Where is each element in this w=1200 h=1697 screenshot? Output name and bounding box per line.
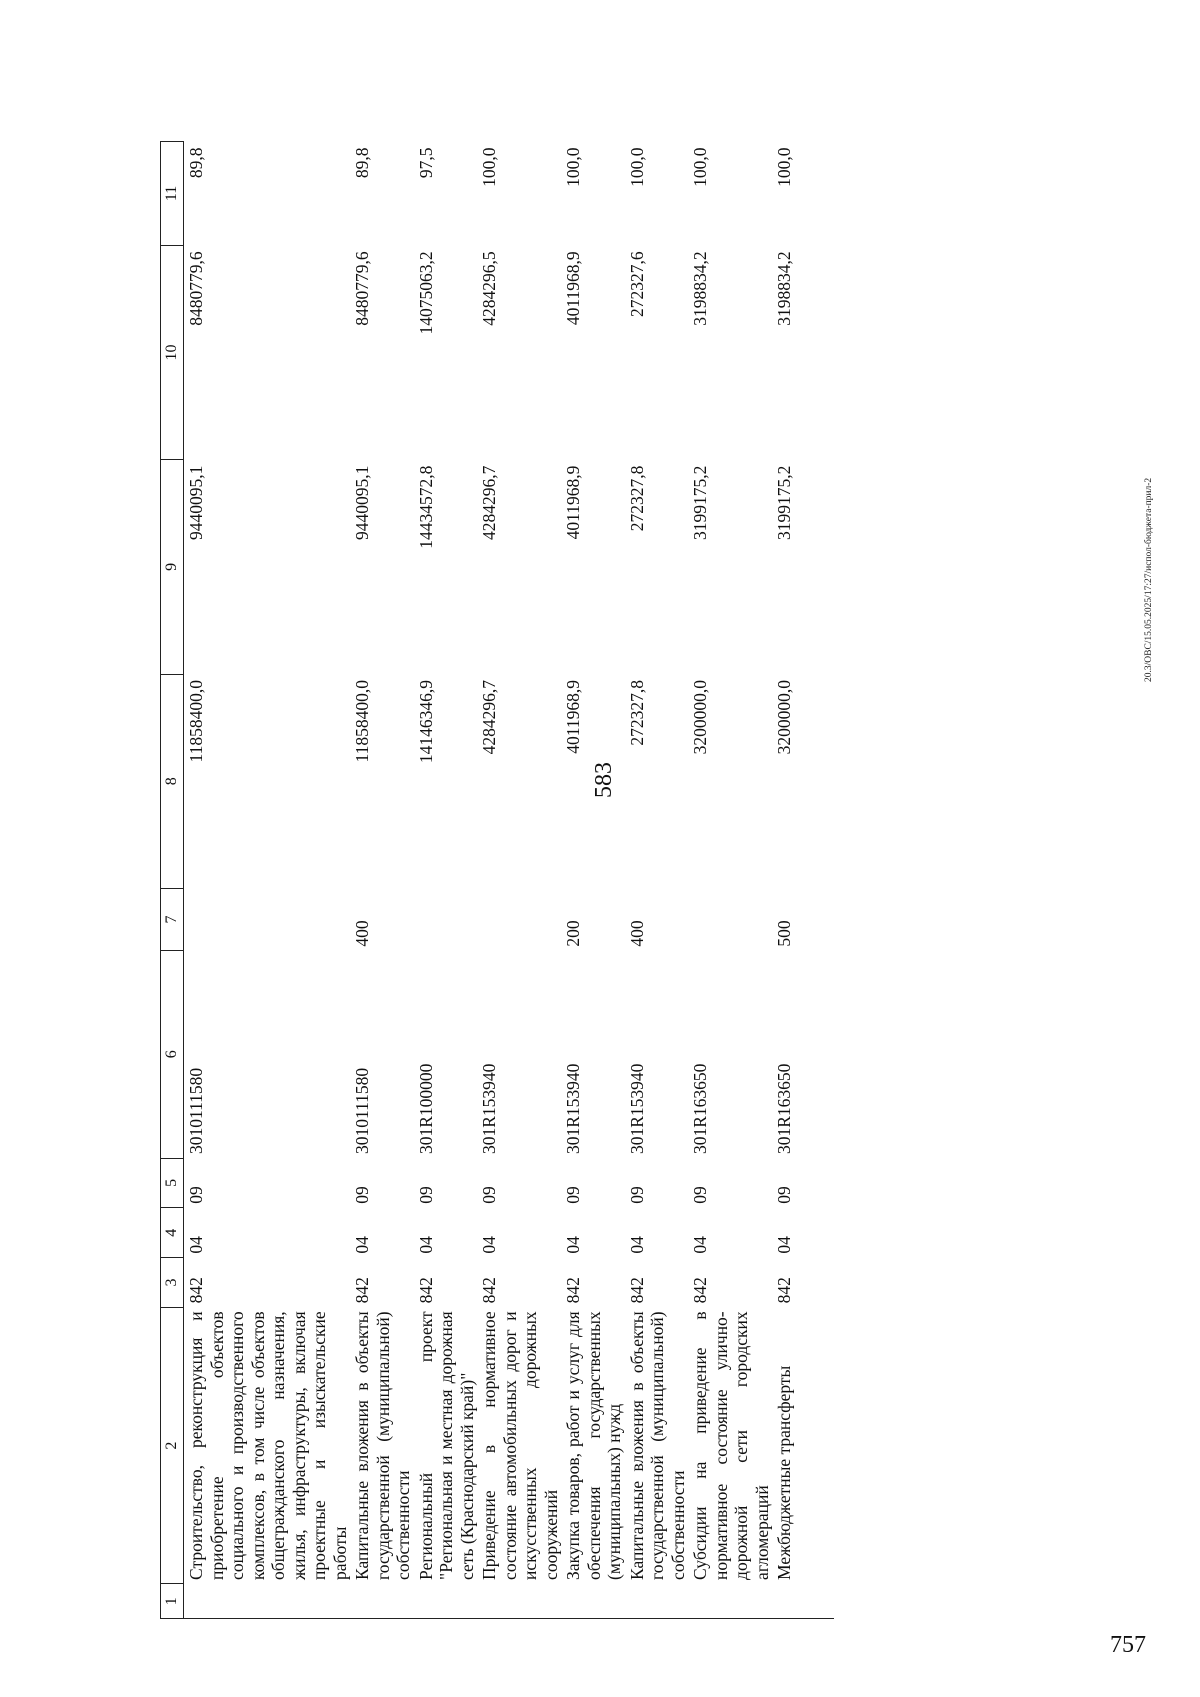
row-value-cell: [414, 888, 478, 950]
row-spacer-cell: [184, 1584, 351, 1619]
row-value-cell: 14075063,2: [415, 251, 436, 335]
row-value-cell: 3200000,0: [690, 680, 710, 755]
rotated-table-sheet: [160, 141, 1040, 1619]
row-value-cell: 842: [690, 1277, 710, 1304]
header-cell: 3: [161, 1258, 184, 1308]
row-value-cell: 09: [563, 1186, 583, 1204]
row-value-cell: 500: [774, 920, 794, 947]
header-cell: 1: [161, 1584, 184, 1619]
table-row: [561, 142, 625, 1619]
row-value-cell: 9440095,1: [186, 465, 206, 541]
row-value-cell: 301R153940: [563, 1063, 583, 1155]
row-value-cell: 100,0: [626, 147, 647, 187]
table-row: [772, 142, 834, 1619]
row-value-cell: 04: [479, 1236, 499, 1254]
row-value-cell: 09: [626, 1186, 647, 1204]
row-value-cell: 04: [774, 1236, 794, 1254]
table-row: [350, 142, 414, 1619]
row-value-cell: 3200000,0: [774, 680, 794, 755]
row-value-cell: 4011968,9: [563, 680, 583, 754]
header-cell: 7: [161, 888, 184, 950]
header-cell: 6: [161, 951, 184, 1158]
row-value-cell: 842: [479, 1277, 499, 1304]
row-value-cell: 842: [352, 1277, 372, 1304]
row-value-cell: 09: [352, 1186, 372, 1204]
row-value-cell: 09: [415, 1186, 436, 1204]
row-value-cell: 3199175,2: [774, 465, 794, 541]
row-value-cell: 3198834,2: [690, 251, 710, 326]
row-spacer-cell: [688, 1584, 772, 1619]
row-value-cell: 04: [186, 1236, 206, 1254]
header-cell: 8: [161, 674, 184, 888]
row-spacer-cell: [772, 1584, 834, 1619]
row-value-cell: 200: [563, 920, 583, 947]
row-value-cell: 04: [690, 1236, 710, 1254]
header-cell: 10: [161, 245, 184, 459]
row-value-cell: 4284296,7: [479, 465, 499, 541]
row-value-cell: [688, 888, 772, 950]
row-value-cell: 272327,8: [626, 680, 647, 746]
row-value-cell: 09: [774, 1186, 794, 1204]
row-value-cell: 4284296,7: [479, 680, 499, 755]
row-value-cell: 100,0: [774, 147, 794, 187]
row-name-cell: Субсидии на приведение в нормативное состояние улично-дорожной сети городских агломераций: [690, 1311, 772, 1580]
table-row: [184, 142, 351, 1619]
table-row: [414, 142, 478, 1619]
row-value-cell: 272327,6: [626, 251, 647, 317]
row-value-cell: 301R100000: [415, 1063, 436, 1155]
page-number-top: 583: [591, 762, 617, 798]
table-row: [625, 142, 689, 1619]
table-row: [688, 142, 772, 1619]
row-value-cell: 09: [186, 1186, 206, 1204]
row-value-cell: 842: [774, 1277, 794, 1304]
row-spacer-cell: [350, 1584, 414, 1619]
row-name-cell: Региональный проект "Региональная и местная дорожная сеть (Краснодарский край)": [415, 1311, 477, 1580]
row-name-cell: Капитальные вложения в объекты государственной (муниципальной) собственности: [352, 1311, 413, 1580]
row-value-cell: 89,8: [186, 147, 206, 179]
row-value-cell: 97,5: [415, 147, 436, 179]
row-value-cell: 11858400,0: [352, 680, 372, 763]
row-spacer-cell: [414, 1584, 478, 1619]
row-value-cell: 04: [415, 1236, 436, 1254]
row-value-cell: [184, 888, 351, 950]
row-name-cell: Строительство, реконструкция и приобретение объектов социального и производственного комплексов, в том числе объектов общегражданского назначения, жилья, инфраструктуры, включая проектные и изыскательские работы: [186, 1311, 350, 1580]
document-stamp: 20.3/ОВС/15.05.2025/17:27/испол-бюджета-прил-2: [1144, 477, 1154, 682]
row-value-cell: 3198834,2: [774, 251, 794, 326]
header-cell: 5: [161, 1158, 184, 1208]
row-value-cell: 89,8: [352, 147, 372, 179]
row-value-cell: 272327,8: [626, 465, 647, 532]
budget-table: [160, 141, 834, 1619]
row-value-cell: 11858400,0: [186, 680, 206, 763]
header-cell: 2: [161, 1307, 184, 1584]
row-value-cell: 09: [690, 1186, 710, 1204]
row-spacer-cell: [561, 1584, 625, 1619]
row-value-cell: 8480779,6: [186, 251, 206, 326]
row-value-cell: 842: [415, 1277, 436, 1304]
row-name-cell: Приведение в нормативное состояние автомобильных дорог и искусственных дорожных сооружений: [479, 1311, 561, 1580]
table-header-row: [161, 142, 184, 1619]
row-value-cell: 4011968,9: [563, 251, 583, 326]
row-value-cell: 301R163650: [690, 1063, 710, 1155]
row-value-cell: 4011968,9: [563, 465, 583, 540]
row-value-cell: 3010111580: [186, 1067, 206, 1155]
row-value-cell: 301R163650: [774, 1063, 794, 1155]
header-cell: 11: [161, 142, 184, 246]
row-value-cell: 842: [186, 1277, 206, 1304]
row-value-cell: 14146346,9: [415, 680, 436, 764]
row-value-cell: 400: [352, 920, 372, 947]
row-value-cell: 14434572,8: [415, 465, 436, 549]
row-value-cell: 04: [352, 1236, 372, 1254]
row-value-cell: 4284296,5: [479, 251, 499, 326]
row-value-cell: 100,0: [563, 147, 583, 187]
header-cell: 4: [161, 1208, 184, 1258]
row-name-cell: Межбюджетные трансферты: [774, 1365, 794, 1580]
row-name-cell: Закупка товаров, работ и услуг для обеспечения государственных (муниципальных) нужд: [563, 1311, 624, 1580]
row-value-cell: 100,0: [479, 147, 499, 187]
row-value-cell: [477, 888, 561, 950]
row-name-cell: Капитальные вложения в объекты государственной (муниципальной) собственности: [626, 1311, 688, 1580]
row-value-cell: 9440095,1: [352, 465, 372, 541]
row-value-cell: 301R153940: [626, 1063, 647, 1155]
row-value-cell: 842: [563, 1277, 583, 1304]
row-spacer-cell: [477, 1584, 561, 1619]
row-value-cell: 09: [479, 1186, 499, 1204]
row-spacer-cell: [625, 1584, 689, 1619]
row-value-cell: 301R153940: [479, 1063, 499, 1155]
table-row: [477, 142, 561, 1619]
row-value-cell: 100,0: [690, 147, 710, 187]
row-value-cell: 842: [626, 1277, 647, 1304]
row-value-cell: 04: [563, 1236, 583, 1254]
row-value-cell: 400: [626, 920, 647, 947]
row-value-cell: 3010111580: [352, 1067, 372, 1155]
header-cell: 9: [161, 460, 184, 674]
row-value-cell: 04: [626, 1236, 647, 1254]
row-value-cell: 3199175,2: [690, 465, 710, 541]
page-number-bottom: 757: [1110, 1632, 1146, 1658]
row-value-cell: 8480779,6: [352, 251, 372, 326]
